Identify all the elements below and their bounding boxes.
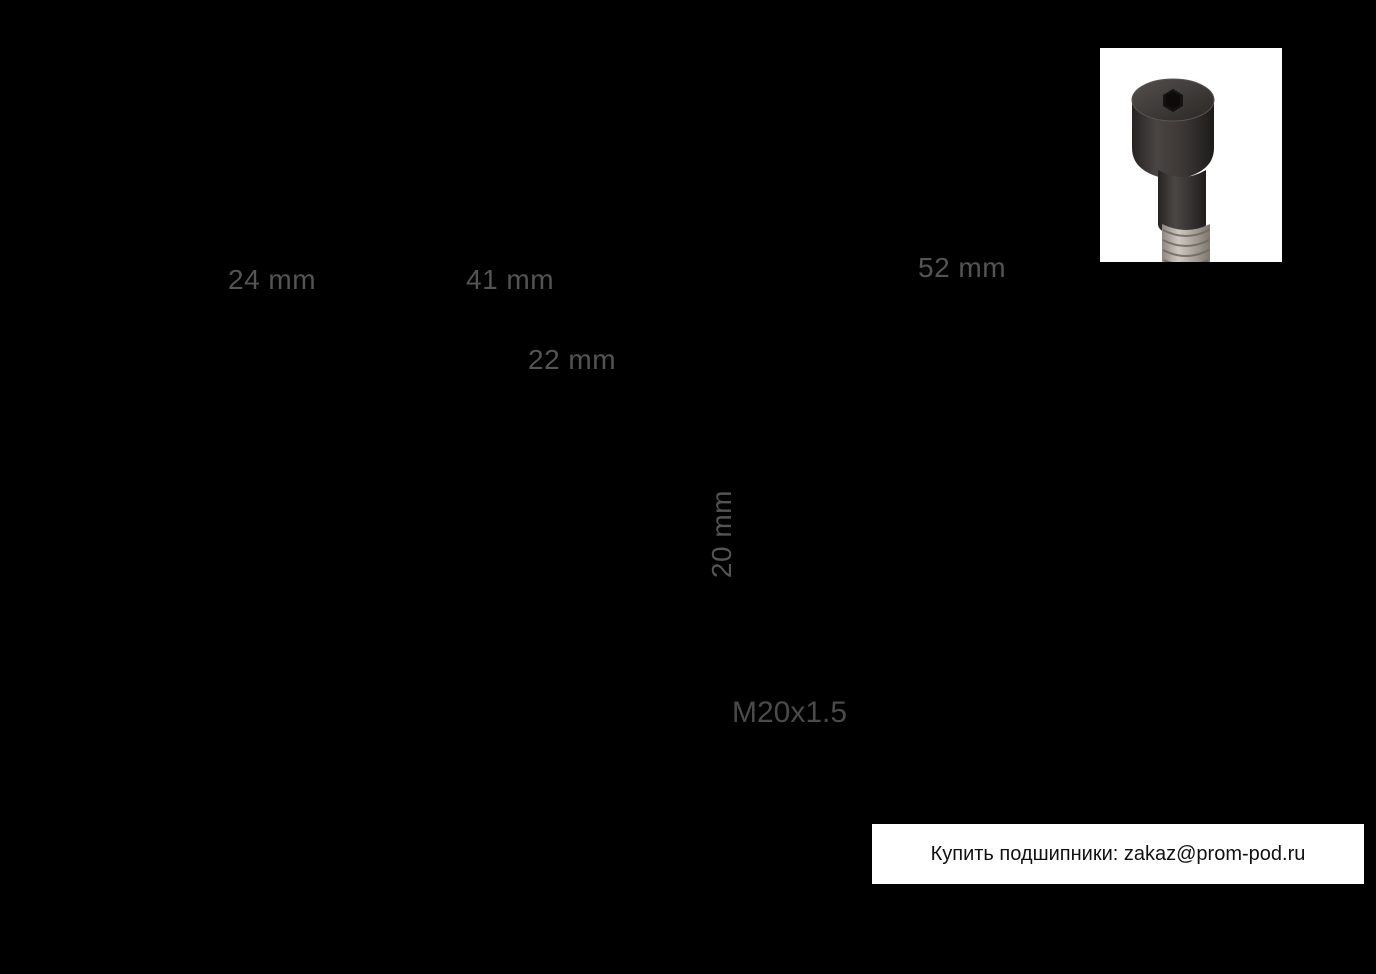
dimension-label-41mm: 41 mm xyxy=(466,264,555,295)
dimension-label-20mm: 20 mm xyxy=(706,490,737,579)
dimension-label-22mm: 22 mm xyxy=(528,344,617,375)
contact-banner[interactable] xyxy=(872,824,1364,884)
thread-spec-label: M20x1.5 xyxy=(732,696,848,729)
dimension-label-24mm: 24 mm xyxy=(228,264,317,295)
cam-follower-stud-illustration xyxy=(1100,48,1282,262)
product-photo xyxy=(1100,48,1282,262)
dimension-label-52mm: 52 mm xyxy=(918,252,1007,283)
contact-banner-text: Купить подшипники: zakaz@prom-pod.ru xyxy=(930,842,1306,865)
